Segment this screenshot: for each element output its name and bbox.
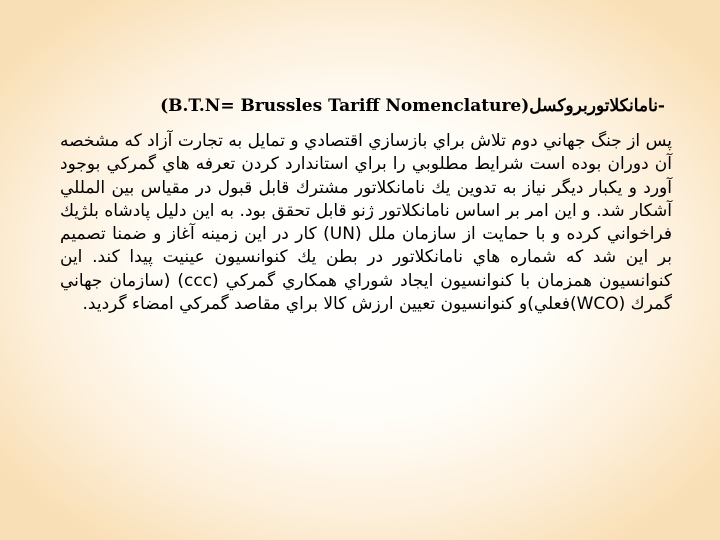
slide-heading bbox=[60, 94, 665, 118]
slide-body-text: پس از جنگ جهاني دوم تلاش براي بازسازي اقتصادي و تمايل به تجارت آزاد كه مشخصه آن دوران بوده است شرايط مطلوبي را براي استاندارد كردن تعرفه هاي گمركي بوجود آورد و يكبار ديگر نياز به تدوين يك نامانكلاتور مشترك قابل قبول در مقياس بين المللي آشكار شد. و اين امر بر اساس نامانكلاتور ژنو قابل تحقق بود. به اين دليل پادشاه بلژيك فراخواني كرده و با حمايت از سازمان ملل (UN) كار در اين زمينه آغاز و ضمنا تصميم بر اين شد كه شماره هاي نامانكلاتور در بطن يك كنوانسيون عينيت پيدا كند. اين كنوانسيون همزمان با كنوانسيون ايجاد شوراي همكاري گمركي (ccc) (سازمان جهاني گمرك (WCO)فعلي)و كنوانسيون تعيين ارزش كالا براي مقاصد گمركي امضاء گرديد. bbox=[60, 131, 672, 315]
heading-suffix: ) bbox=[160, 96, 169, 116]
heading-prefix: -نامانکلاتوربروکسل( bbox=[521, 96, 665, 116]
heading-latin: B.T.N= Brussles Tariff Nomenclature bbox=[168, 96, 522, 116]
